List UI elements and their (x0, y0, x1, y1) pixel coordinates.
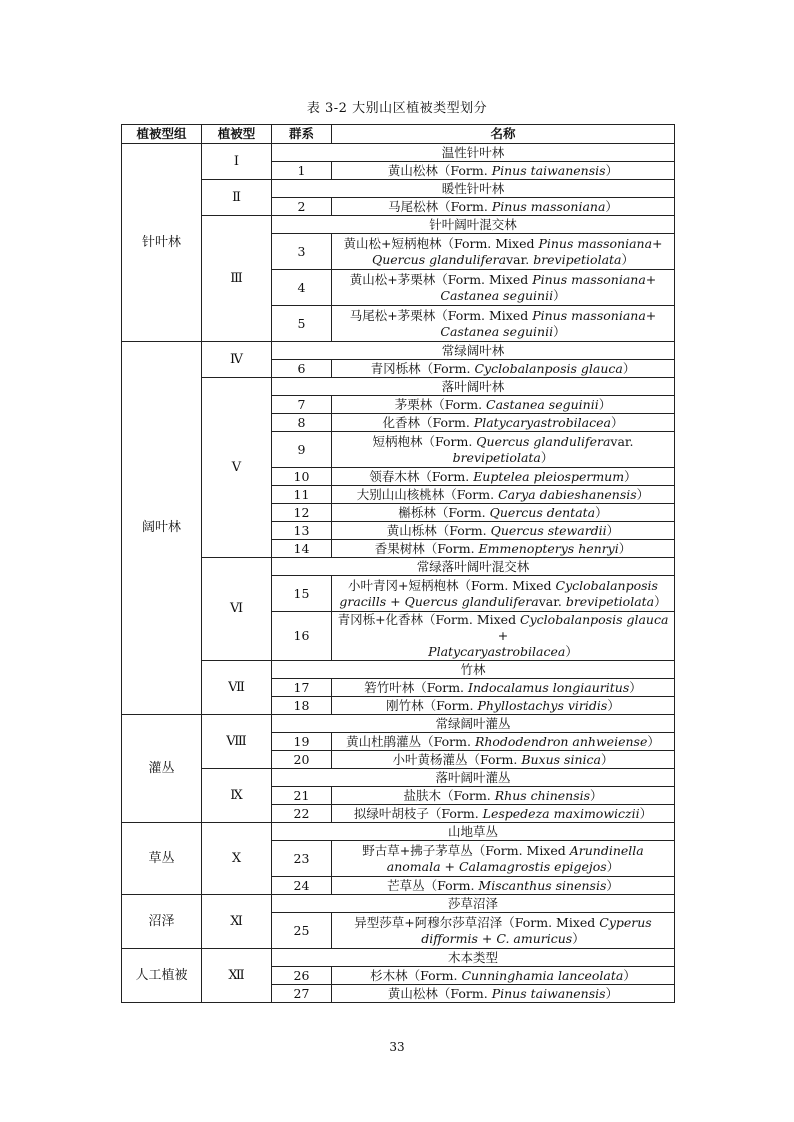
formation-number: 5 (272, 306, 332, 342)
scientific-name: Castanea seguinii (440, 323, 554, 339)
common-name-text: ） (598, 396, 612, 412)
table-body (122, 144, 675, 1003)
vegetation-type-name: 山地草丛 (272, 823, 675, 841)
vegetation-type-name: 针叶阔叶混交林 (272, 216, 675, 234)
formation-number: 20 (272, 751, 332, 769)
scientific-name: Buxus sinica (521, 751, 601, 767)
formation-number: 17 (272, 679, 332, 697)
common-name-text: 小叶青冈+短柄枹林（Form. Mixed (348, 577, 556, 593)
formation-name-line (336, 523, 670, 539)
common-name-text: 青冈栎林（Form. (370, 360, 475, 376)
common-name-text: 异型莎草+阿穆尔莎草沼泽（Form. Mixed (354, 914, 600, 930)
formation-name-line (336, 272, 670, 288)
scientific-name: Quercus glandulifera (371, 251, 507, 267)
common-name-text: var. (610, 433, 634, 449)
common-name-text: 化香林（Form. (382, 414, 474, 430)
vegetation-type-name: 落叶阔叶林 (272, 378, 675, 396)
formation-name-line (336, 252, 670, 268)
formation-name-line (336, 986, 670, 1002)
common-name-text: 黄山松+茅栗林（Form. Mixed (349, 271, 533, 287)
formation-name-line (336, 698, 670, 714)
common-name-text: 盐肤木（Form. (403, 787, 495, 803)
scientific-name: Pinus massoniana (538, 235, 653, 251)
formation-name-line (336, 680, 670, 696)
common-name-text: 箬竹叶林（Form. (364, 679, 469, 695)
scientific-name: Cyclobalanposis glauca (520, 612, 669, 627)
formation-name (332, 576, 675, 612)
formation-number: 7 (272, 396, 332, 414)
vegetation-type-name: 竹林 (272, 661, 675, 679)
formation-name-line (336, 361, 670, 377)
formation-name (332, 913, 675, 949)
common-name-text: ） (629, 679, 642, 695)
formation-name (332, 504, 675, 522)
scientific-name: Castanea seguinii (486, 396, 599, 412)
formation-name-line (336, 415, 670, 431)
formation-number: 14 (272, 540, 332, 558)
scientific-name: Carya dabieshanensis (498, 486, 637, 502)
formation-number: 1 (272, 162, 332, 180)
common-name-text: ） (595, 504, 608, 520)
scientific-name: Rhus chinensis (494, 787, 591, 803)
common-name-text: 黄山松+短柄枹林（Form. Mixed (343, 235, 539, 251)
type-header-row (122, 823, 675, 841)
common-name-text: + (497, 628, 509, 643)
vegetation-type-name: 常绿落叶阔叶混交林 (272, 558, 675, 576)
formation-name-line (336, 288, 670, 304)
formation-name-line (336, 968, 670, 984)
formation-name (332, 306, 675, 342)
formation-name (332, 522, 675, 540)
common-name-text: ） (636, 486, 650, 502)
common-name-text: ） (553, 323, 566, 339)
type-header-row (122, 216, 675, 234)
formation-name-line (336, 594, 670, 610)
common-name-text: ） (606, 858, 620, 874)
scientific-name: brevipetiolata (452, 449, 541, 465)
common-name-text: ） (607, 697, 620, 713)
formation-number: 25 (272, 913, 332, 949)
formation-name-line (336, 324, 670, 340)
common-name-text: 黄山松林（Form. (387, 985, 492, 1001)
scientific-name: Rhododendron anhweiense (474, 733, 648, 749)
type-header-row (122, 769, 675, 787)
vegetation-classification-table (121, 124, 675, 1003)
formation-number: 22 (272, 805, 332, 823)
common-name-text: 青冈栎+化香林（Form. Mixed (337, 612, 521, 627)
vegetation-type-numeral: Ⅱ (202, 180, 272, 216)
formation-name-line (336, 644, 670, 660)
common-name-text: ） (605, 198, 618, 214)
common-name-text: ） (610, 414, 624, 430)
formation-name (332, 540, 675, 558)
type-header-row (122, 342, 675, 360)
table-caption: 表 3-2 大别山区植被类型划分 (306, 101, 488, 116)
scientific-name: Pinus massoniana (532, 307, 646, 323)
formation-number: 24 (272, 877, 332, 895)
formation-number: 19 (272, 733, 332, 751)
scientific-name: Arundinella (569, 842, 644, 858)
vegetation-type-numeral: Ⅶ (202, 661, 272, 715)
type-header-row (122, 661, 675, 679)
vegetation-type-name: 木本类型 (272, 949, 675, 967)
common-name-text: ） (605, 985, 619, 1001)
common-name-text: ） (572, 930, 585, 946)
vegetation-type-name: 暖性针叶林 (272, 180, 675, 198)
vegetation-type-numeral: Ⅲ (202, 216, 272, 342)
formation-number: 15 (272, 576, 332, 612)
vegetation-type-numeral: Ⅵ (202, 558, 272, 661)
formation-name (332, 432, 675, 468)
common-name-text: 香果树林（Form. (374, 540, 479, 556)
formation-name-line (336, 788, 670, 804)
header-group: 植被型组 (122, 125, 202, 144)
formation-number: 13 (272, 522, 332, 540)
formation-name (332, 841, 675, 877)
formation-name-line (336, 878, 670, 894)
formation-name (332, 805, 675, 823)
formation-number: 27 (272, 985, 332, 1003)
scientific-name: difformis + C. amuricus (421, 930, 573, 946)
header-formation: 群系 (272, 125, 332, 144)
scientific-name: Miscanthus sinensis (478, 877, 607, 893)
common-name-text: ） (540, 449, 554, 465)
common-name-text: ） (590, 787, 603, 803)
common-name-text: 马尾松林（Form. (388, 198, 492, 214)
common-name-text: 拟绿叶胡枝子（Form. (353, 805, 483, 821)
formation-number: 6 (272, 360, 332, 378)
common-name-text: 刚竹林（Form. (386, 697, 478, 713)
formation-name-line (336, 612, 670, 644)
formation-name-line (336, 505, 670, 521)
formation-number: 4 (272, 270, 332, 306)
formation-name (332, 414, 675, 432)
formation-name (332, 697, 675, 715)
common-name-text: 黄山松林（Form. (387, 162, 492, 178)
formation-name (332, 967, 675, 985)
type-header-row (122, 895, 675, 913)
formation-number: 9 (272, 432, 332, 468)
scientific-name: anomala + Calamagrostis epigejos (386, 858, 607, 874)
formation-name-line (336, 469, 670, 485)
vegetation-group-cell: 沼泽 (122, 895, 202, 949)
vegetation-type-numeral: Ⅸ (202, 769, 272, 823)
formation-name-line (336, 308, 670, 324)
common-name-text: ） (605, 162, 619, 178)
common-name-text: ） (606, 877, 619, 893)
common-name-text: 茅栗林（Form. (394, 396, 487, 412)
formation-number: 10 (272, 468, 332, 486)
vegetation-group-cell: 针叶林 (122, 144, 202, 342)
vegetation-type-numeral: Ⅷ (202, 715, 272, 769)
scientific-name: Pinus taiwanensis (491, 985, 606, 1001)
scientific-name: Pinus taiwanensis (491, 162, 606, 178)
formation-name-line (336, 859, 670, 875)
vegetation-type-name: 莎草沼泽 (272, 895, 675, 913)
scientific-name: brevipetiolata (565, 593, 655, 609)
type-header-row (122, 558, 675, 576)
common-name-text: + (652, 235, 663, 251)
common-name-text: 领春木林（Form. (369, 468, 474, 484)
formation-name (332, 733, 675, 751)
common-name-text: 芒草丛（Form. (387, 877, 479, 893)
type-header-row (122, 144, 675, 162)
type-header-row (122, 949, 675, 967)
common-name-text: ） (647, 733, 660, 749)
formation-name-line (336, 163, 670, 179)
common-name-text: ） (600, 751, 614, 767)
formation-name (332, 486, 675, 504)
header-row (122, 125, 675, 144)
common-name-text: var. (506, 251, 534, 267)
common-name-text: 大别山山核桃林（Form. (356, 486, 499, 502)
vegetation-group-cell: 草丛 (122, 823, 202, 895)
common-name-text: + (645, 271, 657, 287)
formation-number: 2 (272, 198, 332, 216)
formation-name (332, 360, 675, 378)
header-name: 名称 (332, 125, 675, 144)
page-number: 33 (389, 1040, 405, 1054)
scientific-name: Cyclobalanposis glauca (474, 360, 623, 376)
common-name-text: ） (622, 360, 636, 376)
formation-name (332, 468, 675, 486)
formation-name-line (336, 487, 670, 503)
vegetation-type-numeral: Ⅴ (202, 378, 272, 558)
vegetation-type-numeral: Ⅳ (202, 342, 272, 378)
formation-name-line (336, 931, 670, 947)
formation-number: 18 (272, 697, 332, 715)
formation-number: 8 (272, 414, 332, 432)
common-name-text: ） (565, 644, 578, 659)
common-name-text: 小叶黄杨灌丛（Form. (392, 751, 522, 767)
formation-name (332, 787, 675, 805)
scientific-name: Pinus massoniana (532, 271, 646, 287)
common-name-text: ） (618, 540, 632, 556)
common-name-text: 短柄枹林（Form. (372, 433, 477, 449)
common-name-text: 槲栎林（Form. (398, 504, 490, 520)
scientific-name: Castanea seguinii (440, 287, 554, 303)
formation-number: 26 (272, 967, 332, 985)
formation-name-line (336, 236, 670, 252)
formation-name (332, 679, 675, 697)
formation-name-line (336, 734, 670, 750)
formation-name (332, 270, 675, 306)
common-name-text: + (645, 307, 657, 323)
scientific-name: Platycaryastrobilacea (473, 414, 611, 430)
formation-number: 16 (272, 612, 332, 661)
type-header-row (122, 180, 675, 198)
formation-number: 3 (272, 234, 332, 270)
formation-name (332, 198, 675, 216)
vegetation-group-cell: 阔叶林 (122, 342, 202, 715)
formation-name-line (336, 541, 670, 557)
scientific-name: Pinus massoniana (491, 198, 606, 214)
vegetation-type-name: 温性针叶林 (272, 144, 675, 162)
scientific-name: Euptelea pleiospermum (473, 468, 625, 484)
scientific-name: Phyllostachys viridis (477, 697, 608, 713)
common-name-text: ） (654, 593, 667, 609)
scientific-name: Indocalamus longiauritus (468, 679, 630, 695)
formation-name (332, 396, 675, 414)
formation-number: 12 (272, 504, 332, 522)
formation-name (332, 234, 675, 270)
common-name-text: 黄山杜鹃灌丛（Form. (346, 733, 475, 749)
formation-name-line (336, 450, 670, 466)
vegetation-type-numeral: Ⅻ (202, 949, 272, 1003)
scientific-name: Quercus stewardii (490, 522, 607, 538)
scientific-name: Cyclobalanposis (555, 577, 658, 593)
vegetation-type-numeral: Ⅰ (202, 144, 272, 180)
scientific-name: Platycaryastrobilacea (428, 644, 566, 659)
formation-number: 21 (272, 787, 332, 805)
common-name-text: ） (553, 287, 566, 303)
common-name-text: ） (621, 251, 635, 267)
vegetation-type-name: 落叶阔叶灌丛 (272, 769, 675, 787)
scientific-name: Quercus dentata (489, 504, 596, 520)
vegetation-group-cell: 人工植被 (122, 949, 202, 1003)
vegetation-type-numeral: Ⅹ (202, 823, 272, 895)
common-name-text: ） (606, 522, 620, 538)
common-name-text: ） (623, 967, 636, 983)
scientific-name: Cyperus (599, 914, 652, 930)
formation-name (332, 612, 675, 661)
formation-name-line (336, 752, 670, 768)
type-header-row (122, 378, 675, 396)
common-name-text: ） (624, 468, 637, 484)
common-name-text: 马尾松+茅栗林（Form. Mixed (349, 307, 533, 323)
scientific-name: Cunninghamia lanceolata (461, 967, 624, 983)
common-name-text: ） (639, 805, 653, 821)
scientific-name: Quercus glandulifera (476, 433, 611, 449)
common-name-text: 黄山栎林（Form. (386, 522, 491, 538)
formation-number: 11 (272, 486, 332, 504)
vegetation-type-name: 常绿阔叶灌丛 (272, 715, 675, 733)
formation-name (332, 985, 675, 1003)
scientific-name: Lespedeza maximowiczii (482, 805, 640, 821)
formation-name-line (336, 434, 670, 450)
formation-name-line (336, 578, 670, 594)
common-name-text: 杉木林（Form. (370, 967, 462, 983)
formation-name-line (336, 843, 670, 859)
vegetation-type-numeral: Ⅺ (202, 895, 272, 949)
type-header-row (122, 715, 675, 733)
scientific-name: brevipetiolata (533, 251, 622, 267)
scientific-name: Emmenopterys henryi (478, 540, 619, 556)
formation-name-line (336, 806, 670, 822)
common-name-text: var. (538, 593, 566, 609)
formation-name (332, 877, 675, 895)
header-type: 植被型 (202, 125, 272, 144)
formation-name-line (336, 915, 670, 931)
formation-name-line (336, 199, 670, 215)
scientific-name: gracills + Quercus glandulifera (339, 593, 539, 609)
formation-name-line (336, 397, 670, 413)
formation-name (332, 751, 675, 769)
vegetation-group-cell: 灌丛 (122, 715, 202, 823)
formation-number: 23 (272, 841, 332, 877)
common-name-text: 野古草+拂子茅草丛（Form. Mixed (362, 842, 570, 858)
formation-name (332, 162, 675, 180)
vegetation-type-name: 常绿阔叶林 (272, 342, 675, 360)
